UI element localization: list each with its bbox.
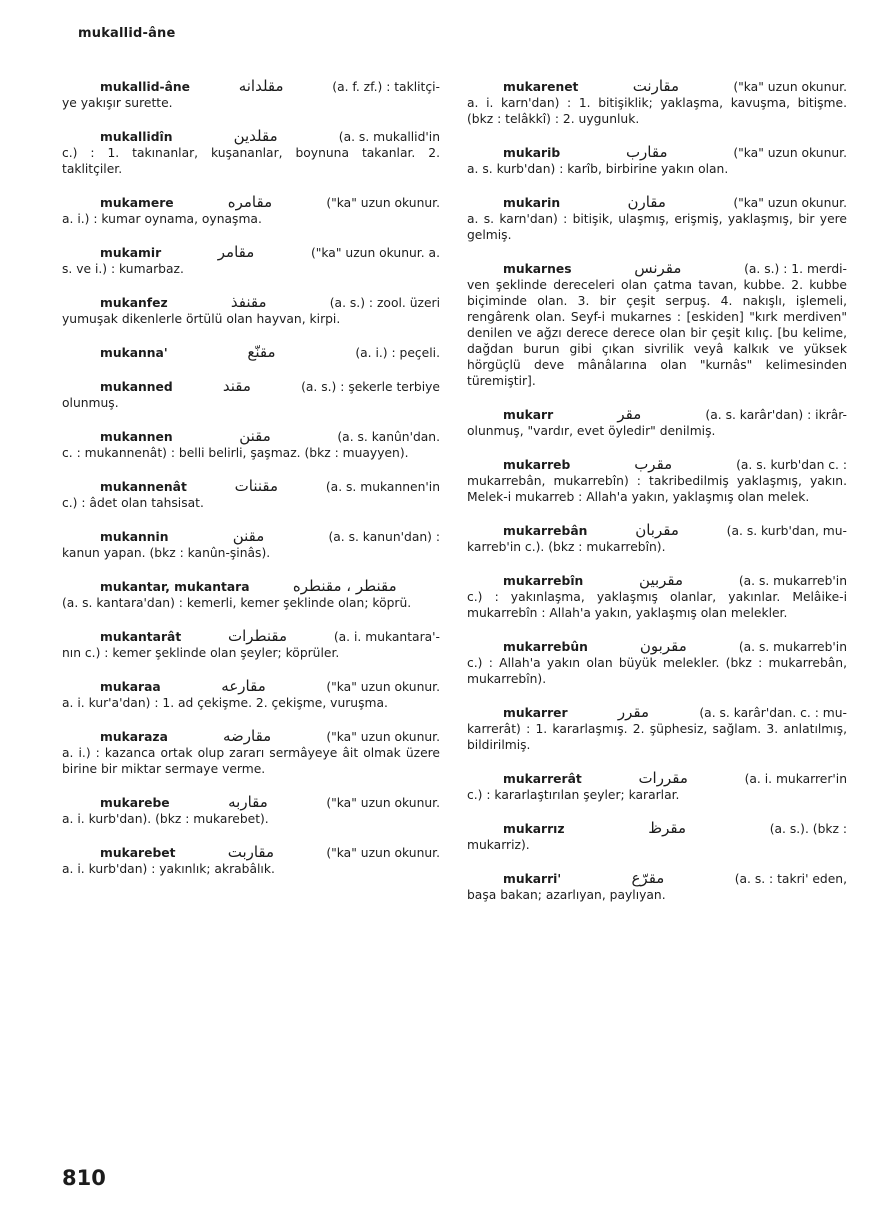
dictionary-entry [467,820,847,853]
dictionary-entry [467,456,847,505]
arabic-script: مقارعه [221,677,266,695]
page-number: 810 [62,1166,106,1190]
dictionary-entry [62,128,440,177]
definition-rest: c. : mukannenât) : belli belirli, şaşmaz. (bkz : muayyen). [62,446,409,460]
definition-start: (a. i. mukarrer'in [744,772,847,786]
dictionary-entry [467,522,847,555]
definition-start: ("ka" uzun okunur. [326,730,440,744]
arabic-script: مقننات [234,477,279,495]
definition-start: (a. s. karâr'dan. c. : mu- [699,706,847,720]
definition-rest: c.) : yakınlaşma, yaklaşmış olanlar, yakınlar. Melâike-i mukarrebîn : Allah'a yakın, yaklaşmış olan melekler. [467,590,847,620]
dictionary-entry [62,578,440,611]
definition-start: (a. s. mukarreb'in [738,574,847,588]
arabic-script: مقررات [638,769,688,787]
headword: mukarenet [503,80,579,94]
headword: mukarri' [503,872,562,886]
dictionary-entry [62,794,440,827]
dictionary-entry [467,194,847,243]
dictionary-entry [62,528,440,561]
definition-start: (a. s. mukannen'in [325,480,440,494]
headword: mukarrer [503,706,568,720]
dictionary-entry [467,260,847,389]
dictionary-entry [62,378,440,411]
definition-rest: a. i. kurb'dan). (bkz : mukarebet). [62,812,269,826]
dictionary-entry [62,728,440,777]
definition-rest: c.) : âdet olan tahsisat. [62,496,204,510]
definition-rest: mukarriz). [467,838,530,852]
definition-rest: nın c.) : kemer şeklinde olan şeyler; köprüler. [62,646,340,660]
arabic-script: مقربان [635,521,679,539]
headword: mukarrız [503,822,565,836]
arabic-script: مقارضه [222,727,272,745]
definition-start: ("ka" uzun okunur. [326,796,440,810]
arabic-script: مقنطرات [228,627,288,645]
dictionary-entry [467,770,847,803]
dictionary-entry [467,870,847,903]
definition-rest: a. i. karn'dan) : 1. bitişiklik; yaklaşma, kavuşma, bitişme. (bkz : telâkkî) : 2. uygunluk. [467,96,847,126]
headword: mukallidîn [100,130,173,144]
headword: mukamere [100,196,174,210]
arabic-script: مقنن [239,427,271,445]
dictionary-entry [467,144,847,177]
headword: mukaraza [100,730,168,744]
headword: mukarreb [503,458,571,472]
definition-rest: olunmuş. [62,396,119,410]
definition-start: (a. s.) : zool. üzeri [329,296,440,310]
definition-rest: a. i. kurb'dan) : yakınlık; akrabâlık. [62,862,275,876]
dictionary-entry [467,638,847,687]
dictionary-entry [62,344,440,361]
definition-start: (a. s. mukallid'in [338,130,440,144]
dictionary-entry [62,194,440,227]
dictionary-entry [62,628,440,661]
definition-start: (a. s.). (bkz : [769,822,847,836]
dictionary-entry [467,406,847,439]
definition-start: (a. s. mukarreb'in [738,640,847,654]
arabic-script: مقرنس [634,259,682,277]
arabic-script: مقند [222,377,251,395]
dictionary-entry [62,294,440,327]
definition-rest: (a. s. kantara'dan) : kemerli, kemer şeklinde olan; köprü. [62,596,412,610]
headword: mukallid-âne [100,80,190,94]
definition-rest: ven şeklinde dereceleri olan çatma tavan, kubbe. 2. kubbe biçiminde olan. 3. bir çeşit serpuş. 4. nakışlı, işlemeli, rengârenk olan. Seyf-i mukarnes : [eskiden] "kırk merdiven" denilen ve ağzı derece derece olan bir çeşit kılıç. [bu kelime, dağdan burun gibi çıkan sivrilik veyâ kalkık ve yüksek hörgüçlü deve mânâlarına olan "kurnâs" kelimesinden türemiştir]. [467,278,847,388]
headword: mukarib [503,146,561,160]
arabic-script: مقرظ [648,819,686,837]
headword: mukarnes [503,262,572,276]
definition-start: (a. f. zf.) : taklitçi- [332,80,440,94]
definition-rest: a. i. kur'a'dan) : 1. ad çekişme. 2. çekişme, vuruşma. [62,696,388,710]
definition-rest: karrerât) : 1. kararlaşmış. 2. şüphesiz, sağlam. 3. anlatılmış, bildirilmiş. [467,722,847,752]
arabic-script: مقلدانه [238,77,284,95]
definition-start: (a. s. kurb'dan, mu- [726,524,847,538]
headword: mukannin [100,530,169,544]
headword: mukarr [503,408,554,422]
headword: mukanna' [100,346,168,360]
arabic-script: مقامره [227,193,273,211]
definition-rest: c.) : 1. takınanlar, kuşananlar, boynuna takanlar. 2. taklitçiler. [62,146,440,176]
arabic-script: مقربين [639,571,684,589]
dictionary-entry [62,478,440,511]
definition-start: ("ka" uzun okunur. [733,196,847,210]
headword: mukarebe [100,796,170,810]
arabic-script: مقاربه [228,793,268,811]
dictionary-entry [62,844,440,877]
left-column [62,78,440,894]
headword: mukanned [100,380,173,394]
dictionary-entry [62,678,440,711]
arabic-script: مقرب [634,455,673,473]
definition-start: (a. s.) : şekerle terbiye [301,380,440,394]
arabic-script: مقارن [627,193,666,211]
headword: mukarrebîn [503,574,584,588]
headword: mukarrebûn [503,640,588,654]
headword: mukaraa [100,680,161,694]
definition-start: (a. s. karâr'dan) : ikrâr- [705,408,847,422]
definition-rest: olunmuş, "vardır, evet öyledir" denilmiş. [467,424,716,438]
arabic-script: مقر [617,405,642,423]
arabic-script: مقاربت [227,843,275,861]
headword: mukarrebân [503,524,588,538]
definition-rest: karreb'in c.). (bkz : mukarrebîn). [467,540,666,554]
definition-start: (a. s. kanûn'dan. [337,430,440,444]
definition-rest: başa bakan; azarlıyan, paylıyan. [467,888,666,902]
definition-start: (a. i. mukantara'- [333,630,440,644]
definition-rest: a. i.) : kumar oynama, oynaşma. [62,212,262,226]
headword: mukannen [100,430,173,444]
definition-start: ("ka" uzun okunur. [733,80,847,94]
headword: mukannenât [100,480,187,494]
arabic-script: مقربون [639,637,687,655]
definition-rest: yumuşak dikenlerle örtülü olan hayvan, kirpi. [62,312,341,326]
definition-rest: mukarrebân, mukarrebîn) : takribedilmiş yaklaşmış, yakın. Melek-i mukarreb : Allah'a yakın, yaklaşmış olan melek. [467,474,847,504]
dictionary-entry [467,572,847,621]
definition-start: (a. s. kurb'dan c. : [736,458,847,472]
definition-rest: c.) : Allah'a yakın olan büyük melekler. (bkz : mukarrebân, mukarrebîn). [467,656,847,686]
arabic-script: مقامر [217,243,255,261]
definition-start: (a. s.) : 1. merdi- [744,262,847,276]
arabic-script: مقنفذ [230,293,267,311]
definition-start: (a. s. : takri' eden, [734,872,847,886]
headword: mukanfez [100,296,168,310]
dictionary-entry [62,428,440,461]
headword: mukantar, mukantara [100,580,250,594]
arabic-script: مقنن [232,527,265,545]
dictionary-entry [62,244,440,277]
arabic-script: مقرّع [631,869,665,887]
headword: mukarebet [100,846,176,860]
headword: mukarrerât [503,772,582,786]
definition-rest: a. i.) : kazanca ortak olup zararı sermâyeye âit olmak üzere birine bir miktar sermaye verme. [62,746,440,776]
definition-start: ("ka" uzun okunur. [733,146,847,160]
headword: mukarin [503,196,561,210]
definition-rest: ye yakışır surette. [62,96,173,110]
arabic-script: مقلدين [233,127,278,145]
arabic-script: مقنّع [247,343,276,361]
arabic-script: مقرر [617,703,650,721]
definition-start: (a. s. kanun'dan) : [328,530,440,544]
arabic-script: مقنطر ، مقنطره [292,577,397,595]
definition-rest: kanun yapan. (bkz : kanûn-şinâs). [62,546,271,560]
running-head: mukallid-âne [78,26,176,41]
arabic-script: مقارنت [632,77,680,95]
definition-rest: c.) : kararlaştırılan şeyler; kararlar. [467,788,680,802]
definition-rest: a. s. karn'dan) : bitişik, ulaşmış, erişmiş, yaklaşmış, bir yere gelmiş. [467,212,847,242]
dictionary-entry [62,78,440,111]
definition-rest: a. s. kurb'dan) : karîb, birbirine yakın olan. [467,162,729,176]
dictionary-entry [467,78,847,127]
right-column [467,78,847,920]
definition-start: (a. i.) : peçeli. [355,346,440,360]
arabic-script: مقارب [625,143,668,161]
definition-start: ("ka" uzun okunur. a. [310,246,440,260]
definition-start: ("ka" uzun okunur. [326,846,440,860]
headword: mukantarât [100,630,182,644]
definition-rest: s. ve i.) : kumarbaz. [62,262,184,276]
headword: mukamir [100,246,162,260]
definition-start: ("ka" uzun okunur. [326,196,440,210]
definition-start: ("ka" uzun okunur. [326,680,440,694]
dictionary-entry [467,704,847,753]
